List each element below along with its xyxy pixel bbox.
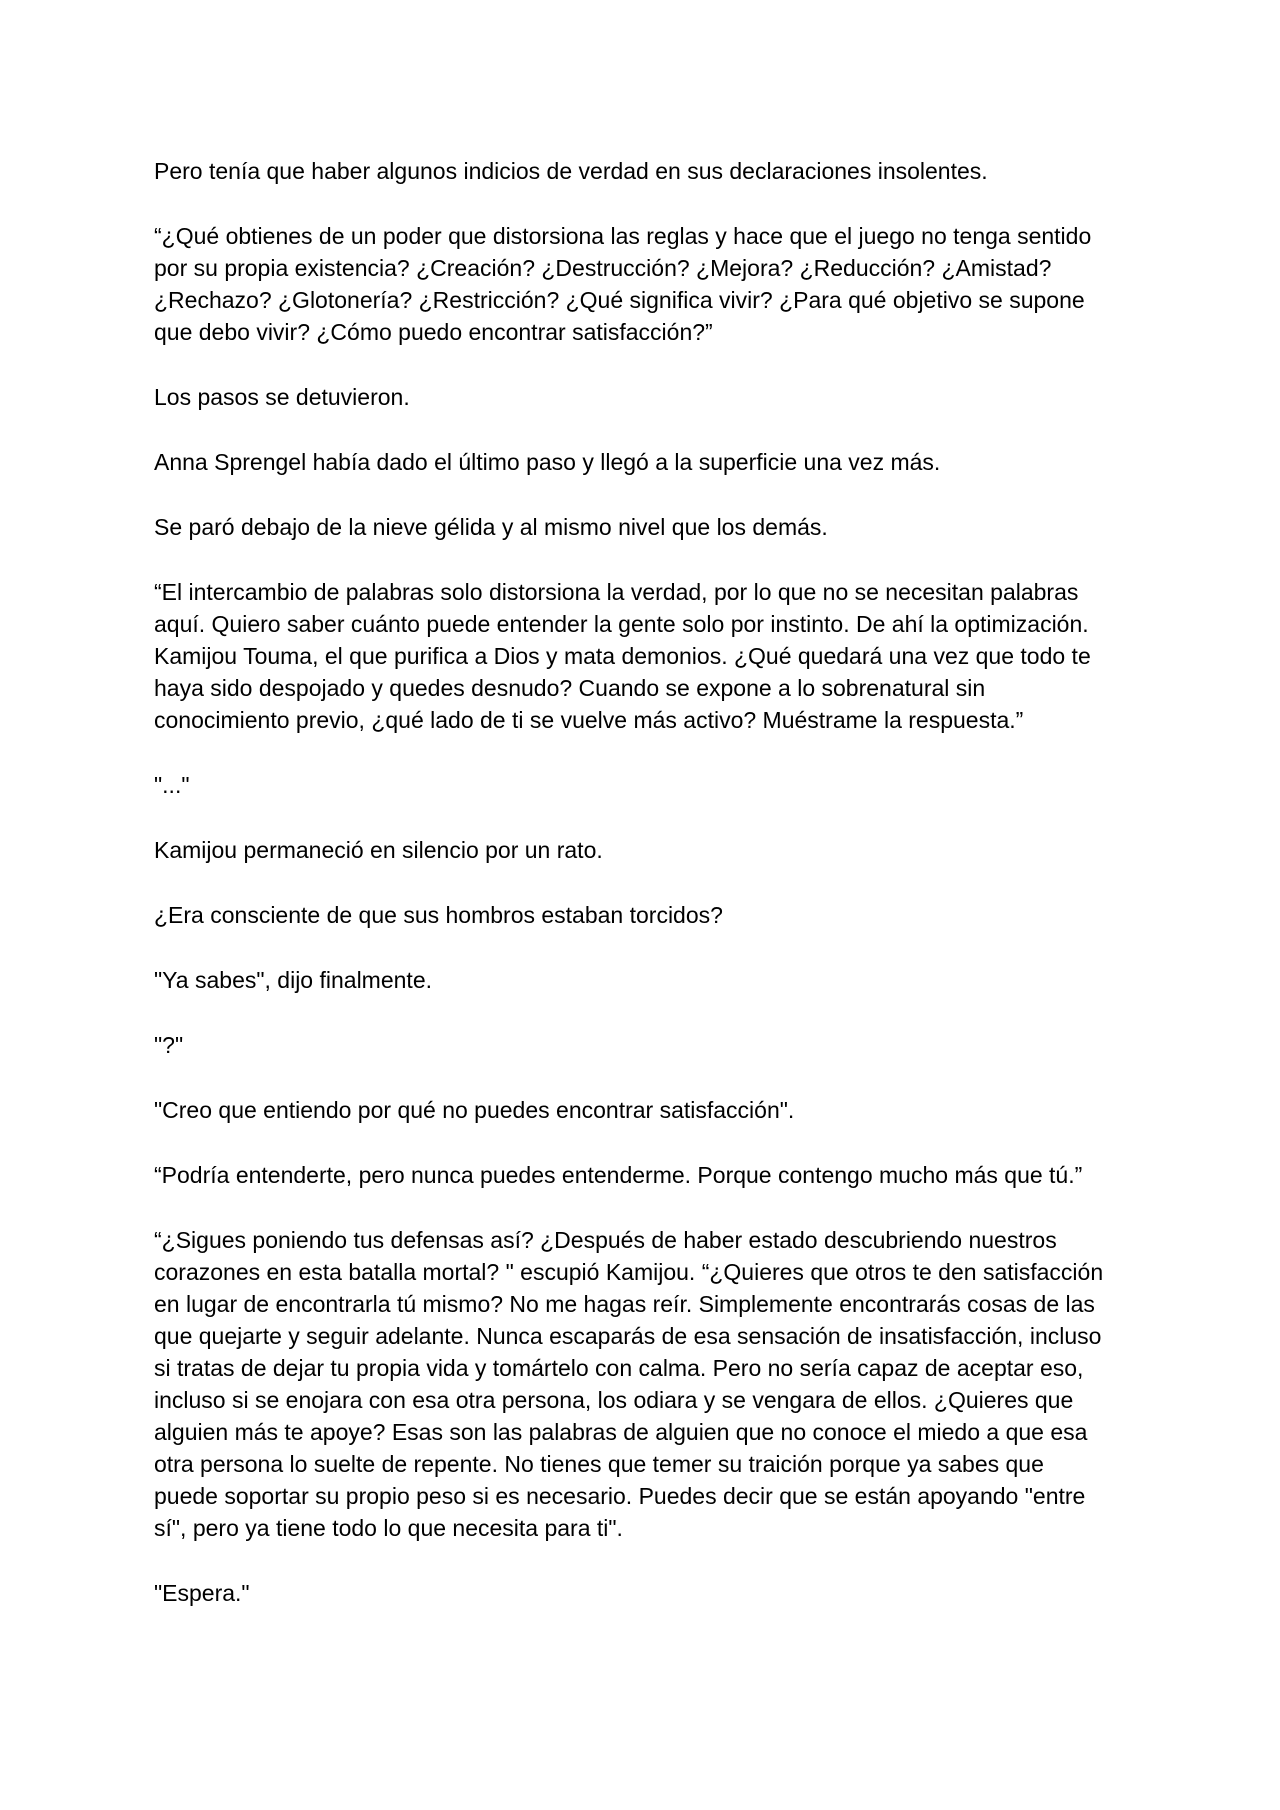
paragraph-5: Se paró debajo de la nieve gélida y al mismo nivel que los demás. xyxy=(154,514,828,540)
document-text-block xyxy=(154,155,1114,1609)
paragraph-1: Pero tenía que haber algunos indicios de verdad en sus declaraciones insolentes. xyxy=(154,158,988,184)
paragraph-13: “Podría entenderte, pero nunca puedes entenderme. Porque contengo mucho más que tú.” xyxy=(154,1162,1083,1188)
paragraph-8: Kamijou permaneció en silencio por un rato. xyxy=(154,837,603,863)
paragraph-14: “¿Sigues poniendo tus defensas así? ¿Después de haber estado descubriendo nuestros corazones en esta batalla mortal? " escupió Kamijou. “¿Quieres que otros te den satisfacción en lugar de encontrarla tú mismo? No me hagas reír. Simplemente encontrarás cosas de las que quejarte y seguir adelante. Nunca escaparás de esa sensación de insatisfacción, incluso si tratas de dejar tu propia vida y tomártelo con calma. Pero no sería capaz de aceptar eso, incluso si se enojara con esa otra persona, los odiara y se vengara de ellos. ¿Quieres que alguien más te apoye? Esas son las palabras de alguien que no conoce el miedo a que esa otra persona lo suelte de repente. No tienes que temer su traición porque ya sabes que puede soportar su propio peso si es necesario. Puedes decir que se están apoyando "entre sí", pero ya tiene todo lo que necesita para ti". xyxy=(154,1227,1104,1541)
paragraph-2: “¿Qué obtienes de un poder que distorsiona las reglas y hace que el juego no tenga sentido por su propia existencia? ¿Creación? ¿Destrucción? ¿Mejora? ¿Reducción? ¿Amistad? ¿Rechazo? ¿Glotonería? ¿Restricción? ¿Qué significa vivir? ¿Para qué objetivo se supone que debo vivir? ¿Cómo puedo encontrar satisfacción?” xyxy=(154,223,1092,345)
paragraph-15: "Espera." xyxy=(154,1580,250,1606)
paragraph-7: "..." xyxy=(154,772,190,798)
paragraph-6: “El intercambio de palabras solo distorsiona la verdad, por lo que no se necesitan palabras aquí. Quiero saber cuánto puede entender la gente solo por instinto. De ahí la optimización. Kamijou Touma, el que purifica a Dios y mata demonios. ¿Qué quedará una vez que todo te haya sido despojado y quedes desnudo? Cuando se expone a lo sobrenatural sin conocimiento previo, ¿qué lado de ti se vuelve más activo? Muéstrame la respuesta.” xyxy=(154,579,1091,733)
paragraph-3: Los pasos se detuvieron. xyxy=(154,384,410,410)
paragraph-4: Anna Sprengel había dado el último paso y llegó a la superficie una vez más. xyxy=(154,449,941,475)
paragraph-10: "Ya sabes", dijo finalmente. xyxy=(154,967,432,993)
paragraph-12: "Creo que entiendo por qué no puedes encontrar satisfacción". xyxy=(154,1097,795,1123)
paragraph-11: "?" xyxy=(154,1032,184,1058)
paragraph-9: ¿Era consciente de que sus hombros estaban torcidos? xyxy=(154,902,723,928)
